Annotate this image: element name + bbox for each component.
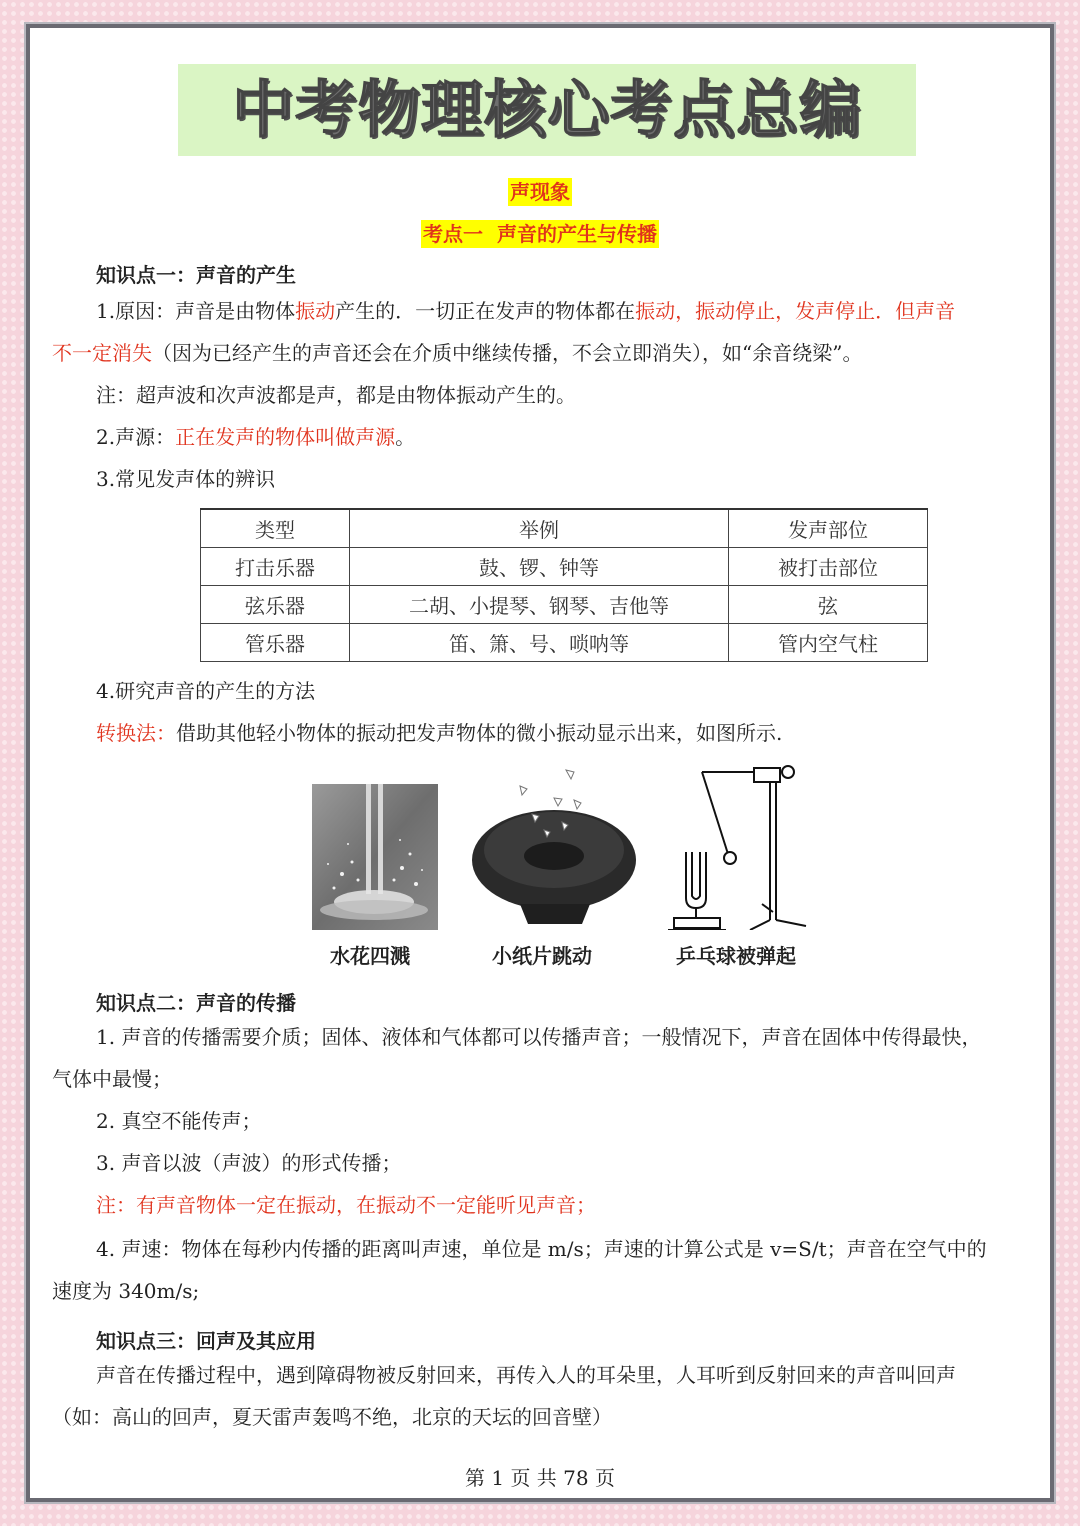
- k1-p1-text-c: 产生的．一切正在发声的物体都在: [335, 299, 636, 323]
- conversion-method-text: 借助其他轻小物体的振动把发声物体的微小振动显示出来，如图所示.: [176, 721, 783, 745]
- page-title: 中考物理核心考点总编: [231, 73, 862, 146]
- document-page: [26, 24, 1054, 1502]
- k1-paragraph-2: [96, 424, 415, 450]
- k2-paragraph-1-line-2: 气体中最慢；: [52, 1067, 172, 1091]
- table-header-cell: 举例: [350, 509, 729, 548]
- tuning-fork-water-photo: [312, 784, 438, 930]
- k1-note: 注：超声波和次声波都是声，都是由物体振动产生的。: [96, 383, 576, 407]
- k2-paragraph-3: 3. 声音以波（声波）的形式传播；: [96, 1151, 402, 1175]
- page-footer: 第 1 页 共 78 页: [465, 1466, 615, 1490]
- k1-p1-red-stop: 振动，振动停止，发声停止．但声音: [635, 299, 956, 323]
- k3-paragraph-line-1: 声音在传播过程中，遇到障碍物被反射回来，再传入人的耳朵里，人耳听到反射回来的声音叫回声: [96, 1363, 956, 1387]
- k1-p2-period: 。: [395, 425, 416, 449]
- table-cell: 弦乐器: [201, 586, 350, 624]
- table-cell: 鼓、锣、钟等: [350, 548, 729, 586]
- k1-p1-text-a: 1.原因：声音是由物体: [96, 299, 296, 323]
- table-cell: 管内空气柱: [729, 624, 928, 662]
- figure-caption-3: 乒乓球被弹起: [676, 944, 796, 968]
- table-row: [201, 548, 928, 586]
- figure-caption-1: 水花四溅: [330, 944, 410, 968]
- table-header-cell: 发声部位: [729, 509, 928, 548]
- k2-paragraph-2: 2. 真空不能传声；: [96, 1109, 262, 1133]
- table-cell: 被打击部位: [729, 548, 928, 586]
- k3-heading: 知识点三：回声及其应用: [96, 1329, 316, 1353]
- table-cell: 笛、箫、号、唢呐等: [350, 624, 729, 662]
- chapter-label: 声现象: [510, 180, 570, 204]
- k1-p1-red-not-vanish: 不一定消失: [52, 341, 152, 365]
- table-cell: 管乐器: [201, 624, 350, 662]
- section-heading: [30, 218, 1050, 247]
- chapter-heading: [30, 176, 1050, 205]
- k1-paragraph-5: [96, 720, 782, 746]
- section-label: 考点一 声音的产生与传播: [423, 222, 657, 246]
- table-cell: 二胡、小提琴、钢琴、吉他等: [350, 586, 729, 624]
- table-row: [201, 624, 928, 662]
- k1-p1-red-vibration: 振动: [295, 299, 336, 323]
- k2-note: 注：有声音物体一定在振动，在振动不一定能听见声音；: [96, 1193, 596, 1217]
- k1-p2-red-definition: 正在发声的物体叫做声源: [175, 425, 396, 449]
- k2-paragraph-4-line-1: 4. 声速：物体在每秒内传播的距离叫声速，单位是 m/s；声速的计算公式是 v=S/t；声音在空气中的: [96, 1237, 987, 1261]
- k1-heading: 知识点一：声音的产生: [96, 263, 296, 287]
- k1-paragraph-4: 4.研究声音的产生的方法: [96, 679, 316, 703]
- figure-caption-2: 小纸片跳动: [492, 944, 592, 968]
- k1-p1-text-f: （因为已经产生的声音还会在介质中继续传播，不会立即消失），如“余音绕梁”。: [152, 341, 863, 365]
- speaker-paper-bits-photo: [470, 764, 640, 930]
- k1-p2-label: 2.声源：: [96, 425, 176, 449]
- table-cell: 弦: [729, 586, 928, 624]
- k1-paragraph-1-line-2: [52, 340, 862, 366]
- k2-paragraph-4-line-2: 速度为 340m/s;: [52, 1279, 200, 1303]
- table-cell: 打击乐器: [201, 548, 350, 586]
- table-row: [201, 586, 928, 624]
- k1-paragraph-1-line-1: [96, 298, 955, 324]
- k2-paragraph-1-line-1: 1. 声音的传播需要介质；固体、液体和气体都可以传播声音；一般情况下，声音在固体中传得最快，: [96, 1025, 982, 1049]
- k1-paragraph-3: 3.常见发声体的辨识: [96, 467, 276, 491]
- conversion-method-label: 转换法：: [96, 721, 176, 745]
- k3-paragraph-line-2: （如：高山的回声，夏天雷声轰鸣不绝，北京的天坛的回音壁）: [52, 1405, 612, 1429]
- sound-source-table: [200, 508, 928, 662]
- table-header-row: [201, 509, 928, 548]
- tuning-fork-pingpong-diagram: [666, 762, 816, 930]
- table-header-cell: 类型: [201, 509, 350, 548]
- k2-heading: 知识点二：声音的传播: [96, 991, 296, 1015]
